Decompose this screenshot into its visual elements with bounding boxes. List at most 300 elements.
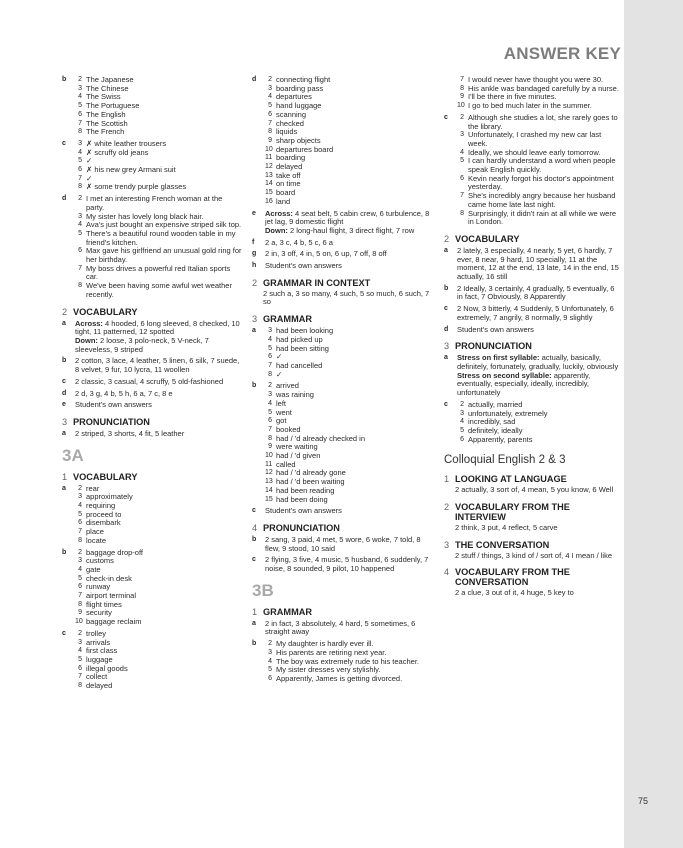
item-number: 7 bbox=[268, 119, 272, 127]
answer-item bbox=[75, 149, 242, 158]
item-text: flight times bbox=[86, 599, 122, 609]
item-number: 7 bbox=[78, 174, 82, 182]
exercise-body bbox=[75, 630, 242, 691]
column-3 bbox=[444, 73, 620, 598]
item-number: 4 bbox=[78, 647, 82, 655]
item-number: 6 bbox=[78, 664, 82, 672]
exercise-letter: b bbox=[252, 382, 257, 390]
item-text: was raining bbox=[276, 390, 314, 400]
item-number: 3 bbox=[460, 131, 464, 139]
answer-item bbox=[75, 247, 242, 264]
answer-text bbox=[75, 390, 242, 399]
item-number: 3 bbox=[78, 212, 82, 220]
exercise-body bbox=[265, 262, 434, 271]
exercise-letter: f bbox=[252, 238, 255, 246]
exercise bbox=[444, 354, 620, 398]
answer-item bbox=[265, 362, 434, 371]
answer-value: 2 classic, 3 casual, 4 scruffy, 5 old-fashioned bbox=[75, 376, 224, 386]
answer-item bbox=[457, 436, 620, 445]
item-text: liquids bbox=[276, 127, 298, 137]
item-number: 6 bbox=[78, 519, 82, 527]
answer-text bbox=[457, 247, 620, 282]
item-number: 6 bbox=[460, 435, 464, 443]
answer-item bbox=[265, 198, 434, 207]
item-number: 6 bbox=[78, 166, 82, 174]
item-text: ✓ bbox=[276, 352, 283, 362]
item-text: ✗ some trendy purple glasses bbox=[86, 182, 187, 192]
item-number: 2 bbox=[78, 76, 82, 83]
item-text: luggage bbox=[86, 654, 113, 664]
section-title: VOCABULARY bbox=[73, 471, 138, 482]
section-title: GRAMMAR IN CONTEXT bbox=[263, 277, 371, 288]
item-text: runway bbox=[86, 582, 111, 592]
answer-label: Down: bbox=[265, 225, 288, 235]
exercise-body bbox=[265, 250, 434, 259]
item-text: ✗ his new grey Armani suit bbox=[86, 165, 176, 175]
exercise-body bbox=[265, 210, 434, 236]
exercise-letter: c bbox=[252, 507, 256, 515]
column-1 bbox=[62, 73, 242, 691]
item-number: 14 bbox=[265, 180, 273, 188]
item-number: 6 bbox=[78, 583, 82, 591]
answer-text bbox=[75, 378, 242, 387]
answer-value: 2 flying, 3 five, 4 music, 5 husband, 6 suddenly, 7 noise, 8 sounded, 9 pilot, 10 happened bbox=[265, 555, 429, 574]
section-heading bbox=[444, 567, 620, 587]
answer-text: 2 stuff / things, 3 kind of / sort of, 4 I mean / like bbox=[455, 550, 613, 560]
item-text: Although she studies a lot, she rarely goes to the library. bbox=[468, 112, 618, 131]
item-number: 8 bbox=[78, 682, 82, 690]
item-number: 9 bbox=[268, 443, 272, 451]
item-text: The Chinese bbox=[86, 83, 129, 93]
item-number: 3 bbox=[78, 638, 82, 646]
item-number: 10 bbox=[75, 618, 83, 626]
answer-item bbox=[457, 192, 620, 209]
exercise bbox=[62, 485, 242, 546]
item-number: 9 bbox=[78, 609, 82, 617]
item-text: The Portuguese bbox=[86, 101, 140, 111]
answer-label: Across: bbox=[265, 208, 293, 218]
answer-text: 2 actually, 3 sort of, 4 mean, 5 you know, 6 Well bbox=[455, 485, 614, 495]
exercise bbox=[252, 250, 434, 259]
answer-text bbox=[75, 430, 242, 439]
item-number: 12 bbox=[265, 163, 273, 171]
section-number: 3 bbox=[444, 539, 450, 550]
exercise bbox=[62, 401, 242, 410]
item-text: approximately bbox=[86, 492, 133, 502]
exercise-body bbox=[265, 620, 434, 637]
answer-text: 2 such a, 3 so many, 4 such, 5 so much, 6 such, 7 so bbox=[263, 288, 430, 307]
item-text: booked bbox=[276, 424, 301, 434]
item-number: 7 bbox=[78, 528, 82, 536]
section-title: VOCABULARY FROM THE CONVERSATION bbox=[455, 567, 570, 588]
item-number: 8 bbox=[460, 84, 464, 92]
item-text: I'll be there in five minutes. bbox=[468, 92, 557, 102]
answer-value: 2 Ideally, 3 certainly, 4 gradually, 5 eventually, 6 in fact, 7 Obviously, 8 Apparently bbox=[457, 283, 615, 302]
item-number: 3 bbox=[78, 139, 82, 147]
item-number: 8 bbox=[78, 282, 82, 290]
item-text: ✓ bbox=[276, 369, 283, 379]
exercise-letter: b bbox=[252, 640, 257, 648]
answer-item bbox=[265, 409, 434, 418]
answer-text: 2 a clue, 3 out of it, 4 huge, 5 key to bbox=[455, 588, 574, 598]
exercise bbox=[62, 378, 242, 387]
exercise-body bbox=[75, 549, 242, 627]
item-text: sharp objects bbox=[276, 135, 321, 145]
item-text: connecting flight bbox=[276, 75, 331, 84]
exercise-letter: c bbox=[444, 113, 448, 121]
item-number: 4 bbox=[268, 657, 272, 665]
item-text: ✗ scruffy old jeans bbox=[86, 147, 149, 157]
answer-item bbox=[75, 128, 242, 137]
item-number: 4 bbox=[268, 399, 272, 407]
item-number: 5 bbox=[78, 229, 82, 237]
exercise-body bbox=[265, 536, 434, 553]
exercise-letter: c bbox=[444, 305, 448, 313]
item-number: 9 bbox=[268, 136, 272, 144]
item-text: baggage reclaim bbox=[86, 617, 142, 627]
item-number: 8 bbox=[78, 536, 82, 544]
section-title: PRONUNCIATION bbox=[455, 341, 532, 352]
answer-text bbox=[75, 401, 242, 410]
exercise bbox=[444, 114, 620, 227]
exercise bbox=[62, 76, 242, 137]
item-text: Kevin nearly forgot his doctor's appointment yesterday. bbox=[468, 173, 614, 192]
exercise bbox=[252, 327, 434, 379]
item-number: 2 bbox=[460, 113, 464, 121]
item-number: 7 bbox=[78, 119, 82, 127]
item-text: customs bbox=[86, 556, 114, 566]
item-text: ✓ bbox=[86, 173, 93, 183]
item-number: 2 bbox=[268, 382, 272, 390]
item-text: disembark bbox=[86, 518, 121, 528]
section-title: LOOKING AT LANGUAGE bbox=[455, 474, 567, 485]
unit-heading: 3B bbox=[252, 580, 274, 600]
exercise-body bbox=[457, 285, 620, 302]
answer-text bbox=[265, 536, 434, 553]
item-text: hand luggage bbox=[276, 101, 322, 111]
item-text: had picked up bbox=[276, 334, 323, 344]
item-text: arrived bbox=[276, 381, 299, 391]
answer-value: actually, basically, definitely, fortunately, gradually, luckily, obviously bbox=[457, 353, 619, 371]
item-text: The Swiss bbox=[86, 92, 121, 102]
item-text: My daughter is hardly ever ill. bbox=[276, 639, 374, 649]
exercise bbox=[444, 247, 620, 282]
item-number: 4 bbox=[268, 335, 272, 343]
section-heading bbox=[252, 278, 434, 288]
section-number: 2 bbox=[444, 233, 450, 244]
item-text: collect bbox=[86, 672, 108, 682]
item-text: checked bbox=[276, 118, 304, 128]
answer-label: Stress on second syllable: bbox=[457, 370, 552, 380]
item-text: Unfortunately, I crashed my new car last week. bbox=[468, 130, 602, 148]
answer-text bbox=[265, 507, 434, 516]
item-text: had / 'd already checked in bbox=[276, 433, 365, 443]
item-text: had been looking bbox=[276, 326, 334, 336]
item-number: 7 bbox=[268, 425, 272, 433]
answer-value: 2 d, 3 g, 4 b, 5 h, 6 a, 7 c, 8 e bbox=[75, 388, 173, 398]
answer-text bbox=[265, 250, 434, 259]
answer-value: 2 striped, 3 shorts, 4 fit, 5 leather bbox=[75, 428, 185, 438]
item-number: 10 bbox=[265, 145, 273, 153]
exercise-body bbox=[75, 485, 242, 546]
answer-item bbox=[75, 183, 242, 192]
answer-text bbox=[75, 337, 242, 354]
exercise-letter: c bbox=[62, 629, 66, 637]
answer-item bbox=[457, 210, 620, 227]
item-number: 5 bbox=[268, 666, 272, 674]
item-text: delayed bbox=[86, 681, 113, 691]
item-number: 6 bbox=[78, 110, 82, 118]
item-number: 4 bbox=[78, 221, 82, 229]
item-number: 3 bbox=[78, 493, 82, 501]
unit-heading: Colloquial English 2 & 3 bbox=[444, 454, 566, 467]
section-title: VOCABULARY bbox=[73, 306, 138, 317]
item-number: 5 bbox=[78, 510, 82, 518]
exercise-body bbox=[457, 326, 620, 335]
exercise-body bbox=[457, 114, 620, 227]
item-text: had been reading bbox=[276, 485, 335, 495]
item-text: locate bbox=[86, 535, 107, 545]
answer-item bbox=[265, 371, 434, 380]
exercise-body bbox=[75, 357, 242, 374]
item-text: arrivals bbox=[86, 637, 111, 647]
exercise-body bbox=[457, 247, 620, 282]
section-number: 2 bbox=[62, 306, 68, 317]
item-text: The Japanese bbox=[86, 75, 134, 84]
item-text: called bbox=[276, 459, 296, 469]
item-text: I can hardly understand a word when people speak English quickly. bbox=[468, 156, 616, 175]
exercise bbox=[252, 556, 434, 573]
section-heading bbox=[444, 502, 620, 522]
answer-value: apparently, eventually, especially, ideally, incredibly, unfortunately bbox=[457, 370, 591, 398]
item-number: 3 bbox=[460, 409, 464, 417]
exercise-letter: g bbox=[252, 250, 257, 258]
section-number: 1 bbox=[62, 471, 68, 482]
item-text: boarding pass bbox=[276, 83, 324, 93]
item-text: rear bbox=[86, 483, 100, 493]
item-text: The Scottish bbox=[86, 118, 128, 128]
answer-item bbox=[75, 166, 242, 175]
exercise-body bbox=[75, 195, 242, 299]
answer-item bbox=[75, 195, 242, 212]
item-text: ✗ white leather trousers bbox=[86, 138, 167, 148]
section-heading bbox=[444, 234, 620, 244]
answer-label: Down: bbox=[75, 335, 98, 345]
item-number: 5 bbox=[268, 344, 272, 352]
answer-text bbox=[265, 620, 434, 637]
answer-item bbox=[457, 114, 620, 131]
item-text: Ideally, we should leave early tomorrow. bbox=[468, 147, 601, 157]
item-number: 12 bbox=[265, 469, 273, 477]
section-heading bbox=[444, 540, 620, 550]
exercise-letter: a bbox=[62, 484, 66, 492]
item-text: unfortunately, extremely bbox=[468, 408, 548, 418]
exercise-body bbox=[265, 382, 434, 504]
answer-text bbox=[265, 227, 434, 236]
exercise bbox=[252, 536, 434, 553]
item-text: His ankle was bandaged carefully by a nurse. bbox=[468, 83, 619, 93]
section-title: THE CONVERSATION bbox=[455, 539, 550, 550]
page-title: ANSWER KEY bbox=[503, 44, 621, 63]
answer-text bbox=[75, 357, 242, 374]
exercise-body bbox=[457, 354, 620, 398]
answer-value: 2 a, 3 c, 4 b, 5 c, 6 a bbox=[265, 237, 333, 247]
item-text: take off bbox=[276, 170, 301, 180]
item-number: 5 bbox=[78, 157, 82, 165]
exercise bbox=[444, 326, 620, 335]
answer-text bbox=[265, 239, 434, 248]
item-number: 15 bbox=[265, 495, 273, 503]
exercise bbox=[444, 285, 620, 302]
section-title: GRAMMAR bbox=[263, 314, 312, 325]
exercise bbox=[252, 262, 434, 271]
item-text: boarding bbox=[276, 153, 306, 163]
exercise-letter: d bbox=[62, 389, 67, 397]
item-text: baggage drop-off bbox=[86, 547, 143, 557]
exercise bbox=[62, 357, 242, 374]
item-text: actually, married bbox=[468, 399, 523, 409]
section-heading bbox=[444, 341, 620, 351]
exercise-body bbox=[265, 239, 434, 248]
answer-value: 2 long-haul flight, 3 direct flight, 7 row bbox=[287, 225, 415, 235]
exercise bbox=[62, 320, 242, 355]
item-text: His parents are retiring next year. bbox=[276, 647, 387, 657]
item-number: 13 bbox=[265, 171, 273, 179]
item-text: check-in desk bbox=[86, 573, 132, 583]
item-text: Apparently, James is getting divorced. bbox=[276, 673, 403, 683]
item-text: The boy was extremely rude to his teacher. bbox=[276, 656, 419, 666]
item-text: I met an interesting French woman at the party. bbox=[86, 194, 223, 212]
item-number: 5 bbox=[78, 655, 82, 663]
exercise-letter: b bbox=[252, 535, 257, 543]
exercise-letter: b bbox=[62, 357, 67, 365]
exercise-letter: c bbox=[62, 139, 66, 147]
item-number: 8 bbox=[78, 128, 82, 136]
item-text: Surprisingly, it didn't rain at all while we were in London. bbox=[468, 208, 617, 227]
exercise-letter: c bbox=[62, 377, 66, 385]
exercise bbox=[62, 140, 242, 192]
section-title: GRAMMAR bbox=[263, 606, 312, 617]
exercise bbox=[444, 76, 620, 111]
item-text: had / 'd been waiting bbox=[276, 477, 345, 487]
item-number: 2 bbox=[78, 629, 82, 637]
exercise-letter: a bbox=[444, 246, 448, 254]
item-number: 11 bbox=[265, 154, 273, 162]
item-number: 11 bbox=[265, 460, 273, 468]
answer-item bbox=[457, 175, 620, 192]
item-number: 8 bbox=[268, 434, 272, 442]
answer-text bbox=[457, 354, 620, 371]
section-heading bbox=[444, 474, 620, 484]
item-number: 10 bbox=[265, 452, 273, 460]
exercise bbox=[252, 507, 434, 516]
answer-item bbox=[265, 391, 434, 400]
exercise bbox=[252, 382, 434, 504]
item-number: 4 bbox=[78, 148, 82, 156]
item-text: first class bbox=[86, 646, 118, 656]
answer-value: 2 cotton, 3 lace, 4 leather, 5 linen, 6 silk, 7 suede, 8 velvet, 9 fur, 10 lycra, 11 woollen bbox=[75, 356, 240, 375]
item-number: 4 bbox=[460, 148, 464, 156]
item-number: 3 bbox=[78, 84, 82, 92]
item-number: 7 bbox=[78, 673, 82, 681]
item-text: had / 'd given bbox=[276, 451, 321, 461]
exercise-letter: d bbox=[62, 195, 67, 203]
item-number: 5 bbox=[460, 426, 464, 434]
answer-item bbox=[75, 265, 242, 282]
exercise-body bbox=[75, 320, 242, 355]
exercise-body bbox=[457, 76, 620, 111]
item-number: 4 bbox=[460, 418, 464, 426]
item-number: 3 bbox=[78, 557, 82, 565]
item-text: I go to bed much later in the summer. bbox=[468, 101, 592, 111]
exercise-body bbox=[265, 640, 434, 684]
exercise-letter: a bbox=[62, 319, 66, 327]
item-text: ✓ bbox=[86, 156, 93, 166]
item-number: 7 bbox=[78, 592, 82, 600]
section-number: 3 bbox=[444, 341, 450, 352]
answer-text bbox=[265, 262, 434, 271]
item-text: had been doing bbox=[276, 494, 328, 504]
answer-item bbox=[265, 189, 434, 198]
answer-value: 2 in fact, 3 absolutely, 4 hard, 5 sometimes, 6 straight away bbox=[265, 618, 416, 637]
item-number: 8 bbox=[268, 128, 272, 136]
item-text: got bbox=[276, 416, 287, 426]
exercise-letter: b bbox=[62, 548, 67, 556]
exercise-body bbox=[265, 507, 434, 516]
item-number: 6 bbox=[268, 353, 272, 361]
item-number: 9 bbox=[460, 93, 464, 101]
exercise-body bbox=[265, 327, 434, 379]
section-number: 3 bbox=[252, 314, 258, 325]
item-text: incredibly, sad bbox=[468, 417, 516, 427]
item-number: 3 bbox=[268, 391, 272, 399]
section-heading bbox=[62, 472, 242, 482]
answer-label: Across: bbox=[75, 318, 103, 328]
section-heading bbox=[252, 523, 434, 533]
exercise-letter: d bbox=[252, 76, 257, 83]
item-number: 6 bbox=[268, 110, 272, 118]
item-text: definitely, ideally bbox=[468, 425, 523, 435]
item-text: Apparently, parents bbox=[468, 434, 533, 444]
answer-value: 2 in, 3 off, 4 in, 5 on, 6 up, 7 off, 8 off bbox=[265, 249, 387, 259]
exercise-letter bbox=[444, 76, 457, 111]
answer-value: 4 seat belt, 5 cabin crew, 6 turbulence, 8 jet lag, 9 domestic flight bbox=[265, 208, 430, 227]
answer-item bbox=[75, 230, 242, 247]
answer-text bbox=[457, 305, 620, 322]
item-number: 3 bbox=[268, 327, 272, 335]
exercise-body bbox=[457, 401, 620, 445]
answer-item bbox=[457, 131, 620, 148]
answer-value: 4 hooded, 6 long sleeved, 8 checked, 10 tight, 11 patterned, 12 spotted bbox=[75, 318, 240, 337]
answer-text bbox=[457, 372, 620, 398]
item-text: place bbox=[86, 527, 104, 537]
item-text: departures bbox=[276, 92, 312, 102]
section-number: 2 bbox=[252, 277, 258, 288]
item-text: I would never have thought you were 30. bbox=[468, 75, 604, 84]
exercise-letter: c bbox=[252, 556, 256, 564]
item-text: My boss drives a powerful red Italian sports car. bbox=[86, 263, 231, 282]
exercise-letter: h bbox=[252, 262, 257, 270]
item-text: on time bbox=[276, 179, 301, 189]
item-text: There's a beautiful round wooden table in my friend's kitchen. bbox=[86, 228, 236, 247]
item-text: requiring bbox=[86, 501, 116, 511]
item-number: 15 bbox=[265, 189, 273, 197]
answer-value: 2 Now, 3 bitterly, 4 Suddenly, 5 Unfortunately, 6 extremely, 7 angrily, 8 normally, 9 slightly bbox=[457, 304, 614, 322]
item-number: 7 bbox=[460, 192, 464, 200]
section-title: PRONUNCIATION bbox=[263, 522, 340, 533]
answer-value: Student's own answers bbox=[265, 506, 342, 516]
item-text: had / 'd already gone bbox=[276, 468, 346, 478]
